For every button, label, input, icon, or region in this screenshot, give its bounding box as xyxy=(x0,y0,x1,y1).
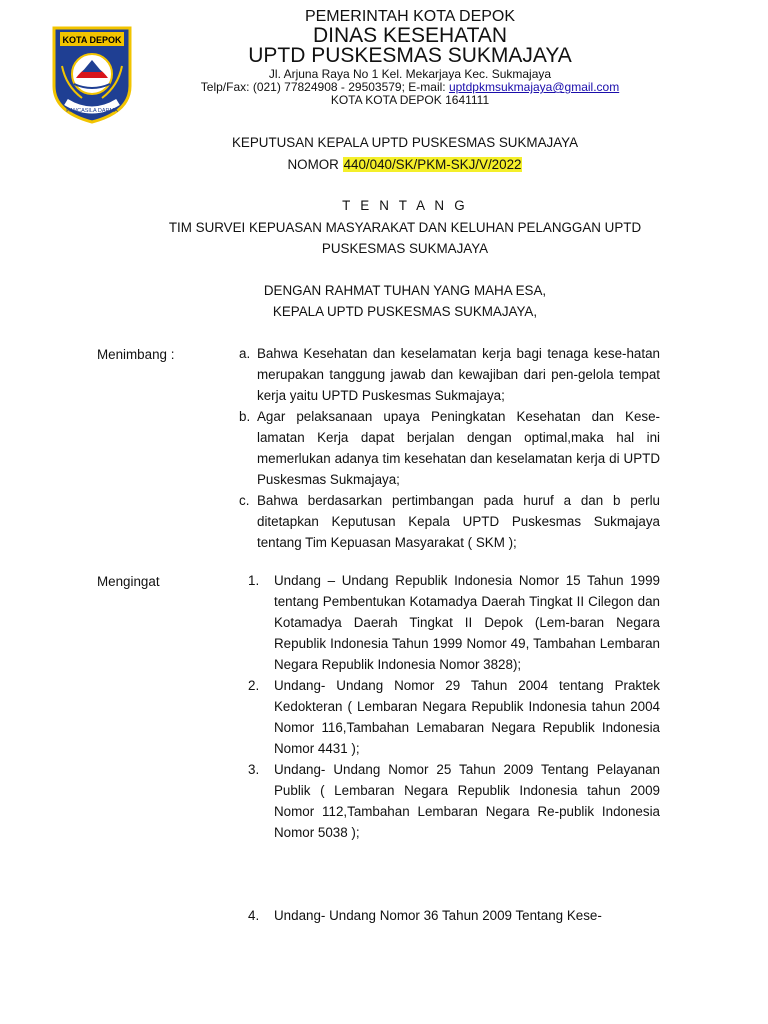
list-item-text: Undang- Undang Nomor 25 Tahun 2009 Tentang Pelayanan Publik ( Lembaran Negara Republik Indonesia tahun 2009 Nomor 112,Tambahan Lembaran Negara Re-publik Indonesia Nomor 5038 ); xyxy=(274,762,660,840)
list-item xyxy=(226,406,660,490)
list-item xyxy=(226,490,660,553)
decree-subject-line1: TIM SURVEI KEPUASAN MASYARAKAT DAN KELUHAN PELANGGAN UPTD xyxy=(168,220,642,235)
list-item-marker: 4. xyxy=(248,908,260,923)
decree-number-label: NOMOR xyxy=(287,157,343,172)
decree-blessing-line2: KEPALA UPTD PUSKESMAS SUKMAJAYA, xyxy=(272,304,538,319)
list-item-marker: b. xyxy=(239,409,251,424)
list-item-text: Bahwa berdasarkan pertimbangan pada huruf a dan b perlu ditetapkan Keputusan Kepala UPTD Puskesmas Sukmajaya tentang Tim Kepuasan Masyarakat ( SKM ); xyxy=(257,493,660,550)
list-item-marker: 3. xyxy=(248,762,260,777)
list-item-text: Bahwa Kesehatan dan keselamatan kerja bagi tenaga kese-hatan merupakan tanggung jawab dan kewajiban dari pen-gelola tempat kerja yaitu UPTD Puskesmas Sukmajaya; xyxy=(257,346,660,403)
letterhead-government: PEMERINTAH KOTA DEPOK xyxy=(304,8,516,25)
list-item-text: Undang- Undang Nomor 29 Tahun 2004 tentang Praktek Kedokteran ( Lembaran Negara Republik Indonesia tahun 2004 Nomor 116,Tambahan Lemabaran Negara Republik Indonesia Nomor 4431 ); xyxy=(274,678,660,756)
list-item-text: Agar pelaksanaan upaya Peningkatan Kesehatan dan Kese-lamatan Kerja dapat berjalan dengan optimal,maka hal ini memerlukan adanya tim kesehatan dan keselamatan kerja di UPTD Puskesmas Sukmajaya; xyxy=(257,409,660,487)
decree-title: KEPUTUSAN KEPALA UPTD PUSKESMAS SUKMAJAYA xyxy=(231,135,579,150)
letterhead-department: DINAS KESEHATAN xyxy=(312,24,508,47)
list-item-marker: 2. xyxy=(248,678,260,693)
mengingat-label: Mengingat xyxy=(97,574,160,589)
kota-depok-emblem-icon xyxy=(52,26,132,124)
emblem-motto-text: PANCASILA DARMA xyxy=(66,108,118,114)
list-item xyxy=(240,570,660,675)
emblem-title-text: KOTA DEPOK xyxy=(62,35,122,45)
letterhead-email-link[interactable]: uptdpkmsukmajaya@gmail.com xyxy=(448,80,620,94)
letterhead-city: KOTA KOTA DEPOK 1641111 xyxy=(330,93,490,107)
decree-subject-line2: PUSKESMAS SUKMAJAYA xyxy=(321,241,489,256)
list-item xyxy=(226,343,660,406)
menimbang-list xyxy=(226,343,660,553)
list-item xyxy=(240,675,660,759)
decree-number xyxy=(100,157,710,172)
decree-number-value: 440/040/SK/PKM-SKJ/V/2022 xyxy=(343,157,522,172)
letterhead-contact xyxy=(150,80,670,94)
decree-about: T E N T A N G xyxy=(342,198,468,213)
list-item-marker: c. xyxy=(239,493,250,508)
decree-blessing-line1: DENGAN RAHMAT TUHAN YANG MAHA ESA, xyxy=(263,283,547,298)
menimbang-label: Menimbang : xyxy=(97,347,175,362)
list-item xyxy=(240,905,660,926)
list-item xyxy=(240,759,660,843)
letterhead-phone: Telp/Fax: (021) 77824908 - 29503579; E-mail: xyxy=(200,80,449,94)
letterhead-address: Jl. Arjuna Raya No 1 Kel. Mekarjaya Kec. Sukmajaya xyxy=(268,67,552,81)
mengingat-list xyxy=(240,570,660,926)
list-item-text: Undang – Undang Republik Indonesia Nomor 15 Tahun 1999 tentang Pembentukan Kotamadya Daerah Tingkat II Cilegon dan Kotamadya Daerah Tingkat II Depok (Lem-baran Negara Republik Indonesia Tahun 1999 Nomor 49, Tambahan Lembaran Negara Republik Indonesia Nomor 3828); xyxy=(274,573,660,672)
list-item-marker: 1. xyxy=(248,573,260,588)
letterhead-unit: UPTD PUSKESMAS SUKMAJAYA xyxy=(248,44,572,67)
list-item-text: Undang- Undang Nomor 36 Tahun 2009 Tentang Kese- xyxy=(274,908,602,923)
list-item-marker: a. xyxy=(239,346,251,361)
